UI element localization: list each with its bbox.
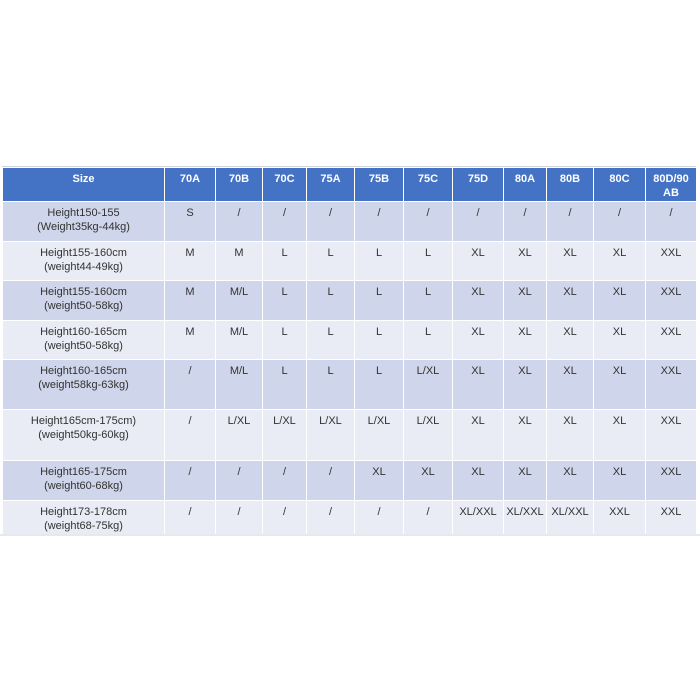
- size-value-cell: XL: [594, 242, 646, 281]
- size-value-cell: XL: [453, 410, 504, 461]
- size-value-cell: XXL: [594, 501, 646, 535]
- weight-range: (weight60-68kg): [44, 480, 123, 492]
- height-range: Height155-160cm: [40, 286, 127, 298]
- size-value-cell: XL: [355, 461, 404, 501]
- size-value-cell: XL/XXL: [504, 501, 547, 535]
- size-cell: [3, 321, 165, 360]
- size-value-cell: /: [355, 202, 404, 242]
- size-value-cell: XXL: [646, 410, 697, 461]
- size-value-cell: /: [216, 501, 263, 535]
- size-value-cell: S: [165, 202, 216, 242]
- size-value-cell: XXL: [646, 281, 697, 321]
- size-value-cell: XL: [404, 461, 453, 501]
- size-value-cell: /: [504, 202, 547, 242]
- size-value-cell: /: [263, 501, 307, 535]
- size-value-cell: M/L: [216, 321, 263, 360]
- size-value-cell: M: [165, 242, 216, 281]
- size-value-cell: L: [307, 281, 355, 321]
- size-value-cell: XL: [504, 321, 547, 360]
- size-value-cell: XL/XXL: [453, 501, 504, 535]
- size-value-cell: XL: [453, 461, 504, 501]
- size-value-cell: XL: [594, 321, 646, 360]
- header-cell-75d: 75D: [453, 168, 504, 202]
- size-value-cell: L/XL: [355, 410, 404, 461]
- size-value-cell: M/L: [216, 281, 263, 321]
- size-value-cell: L/XL: [216, 410, 263, 461]
- table-row: [3, 202, 697, 242]
- size-value-cell: M: [165, 281, 216, 321]
- size-value-cell: XL: [594, 461, 646, 501]
- header-cell-70a: 70A: [165, 168, 216, 202]
- size-table: [2, 167, 697, 535]
- size-cell: [3, 501, 165, 535]
- size-value-cell: M: [165, 321, 216, 360]
- header-cell-80c: 80C: [594, 168, 646, 202]
- size-value-cell: L: [404, 321, 453, 360]
- table-row: [3, 321, 697, 360]
- size-value-cell: L: [355, 360, 404, 410]
- size-value-cell: XL: [453, 242, 504, 281]
- size-value-cell: L: [263, 281, 307, 321]
- size-value-cell: /: [307, 461, 355, 501]
- size-value-cell: L: [307, 321, 355, 360]
- height-range: Height150-155: [47, 207, 120, 219]
- weight-range: (Weight35kg-44kg): [37, 221, 130, 233]
- header-cell-70c: 70C: [263, 168, 307, 202]
- header-row: [3, 168, 697, 202]
- size-value-cell: XL: [594, 281, 646, 321]
- height-range: Height165cm-175cm): [30, 415, 137, 427]
- size-value-cell: XXL: [646, 461, 697, 501]
- height-range: Height173-178cm: [40, 506, 127, 518]
- size-value-cell: /: [216, 461, 263, 501]
- size-value-cell: M: [216, 242, 263, 281]
- size-value-cell: XL: [453, 281, 504, 321]
- size-value-cell: L/XL: [307, 410, 355, 461]
- header-cell-80d-90ab: 80D/90 AB: [646, 168, 697, 202]
- size-value-cell: XL: [453, 360, 504, 410]
- size-value-cell: /: [453, 202, 504, 242]
- size-value-cell: XL: [504, 410, 547, 461]
- divider: [0, 534, 700, 536]
- weight-range: (weight58kg-63kg): [38, 379, 129, 391]
- header-cell-75b: 75B: [355, 168, 404, 202]
- table-row: [3, 410, 697, 461]
- table-row: [3, 281, 697, 321]
- size-value-cell: /: [404, 202, 453, 242]
- size-value-cell: XXL: [646, 360, 697, 410]
- table-row: [3, 461, 697, 501]
- size-chart: [2, 166, 696, 535]
- size-value-cell: L: [307, 360, 355, 410]
- size-value-cell: XL/XXL: [547, 501, 594, 535]
- size-cell: [3, 410, 165, 461]
- size-value-cell: XXL: [646, 242, 697, 281]
- height-range: Height160-165cm: [40, 365, 127, 377]
- size-value-cell: L/XL: [263, 410, 307, 461]
- size-value-cell: XL: [547, 321, 594, 360]
- size-value-cell: /: [165, 410, 216, 461]
- size-value-cell: /: [307, 501, 355, 535]
- size-value-cell: XL: [504, 281, 547, 321]
- size-value-cell: L: [263, 242, 307, 281]
- size-value-cell: /: [216, 202, 263, 242]
- size-value-cell: XL: [547, 360, 594, 410]
- size-value-cell: /: [594, 202, 646, 242]
- weight-range: (weight68-75kg): [44, 520, 123, 532]
- weight-range: (weight50-58kg): [44, 300, 123, 312]
- size-value-cell: XXL: [646, 321, 697, 360]
- size-value-cell: /: [263, 202, 307, 242]
- size-cell: [3, 242, 165, 281]
- table-row: [3, 501, 697, 535]
- size-value-cell: XL: [504, 461, 547, 501]
- size-value-cell: /: [307, 202, 355, 242]
- weight-range: (weight50kg-60kg): [38, 429, 129, 441]
- size-value-cell: M/L: [216, 360, 263, 410]
- size-cell: [3, 281, 165, 321]
- table-row: [3, 360, 697, 410]
- height-range: Height160-165cm: [40, 326, 127, 338]
- header-cell-80b: 80B: [547, 168, 594, 202]
- size-value-cell: XL: [547, 410, 594, 461]
- table-row: [3, 242, 697, 281]
- weight-range: (weight44-49kg): [44, 261, 123, 273]
- size-value-cell: /: [404, 501, 453, 535]
- height-range: Height155-160cm: [40, 247, 127, 259]
- size-value-cell: L: [355, 242, 404, 281]
- size-value-cell: /: [263, 461, 307, 501]
- size-cell: [3, 202, 165, 242]
- size-value-cell: /: [355, 501, 404, 535]
- header-cell-70b: 70B: [216, 168, 263, 202]
- size-cell: [3, 360, 165, 410]
- size-value-cell: L: [307, 242, 355, 281]
- header-cell-size: Size: [3, 168, 165, 202]
- size-value-cell: L/XL: [404, 360, 453, 410]
- size-value-cell: XXL: [646, 501, 697, 535]
- size-value-cell: L: [404, 242, 453, 281]
- header-cell-75a: 75A: [307, 168, 355, 202]
- size-value-cell: /: [165, 461, 216, 501]
- header-cell-75c: 75C: [404, 168, 453, 202]
- size-value-cell: L: [263, 360, 307, 410]
- weight-range: (weight50-58kg): [44, 340, 123, 352]
- header-cell-80a: 80A: [504, 168, 547, 202]
- size-cell: [3, 461, 165, 501]
- table-body: [3, 202, 697, 535]
- size-value-cell: /: [165, 360, 216, 410]
- size-value-cell: /: [646, 202, 697, 242]
- height-range: Height165-175cm: [40, 466, 127, 478]
- size-value-cell: L: [355, 321, 404, 360]
- size-value-cell: XL: [547, 281, 594, 321]
- size-value-cell: /: [165, 501, 216, 535]
- size-value-cell: XL: [547, 242, 594, 281]
- size-value-cell: L: [404, 281, 453, 321]
- size-value-cell: L/XL: [404, 410, 453, 461]
- size-value-cell: L: [263, 321, 307, 360]
- size-value-cell: /: [547, 202, 594, 242]
- size-value-cell: XL: [547, 461, 594, 501]
- size-value-cell: XL: [504, 242, 547, 281]
- size-value-cell: XL: [504, 360, 547, 410]
- size-value-cell: L: [355, 281, 404, 321]
- size-value-cell: XL: [594, 410, 646, 461]
- size-value-cell: XL: [594, 360, 646, 410]
- size-value-cell: XL: [453, 321, 504, 360]
